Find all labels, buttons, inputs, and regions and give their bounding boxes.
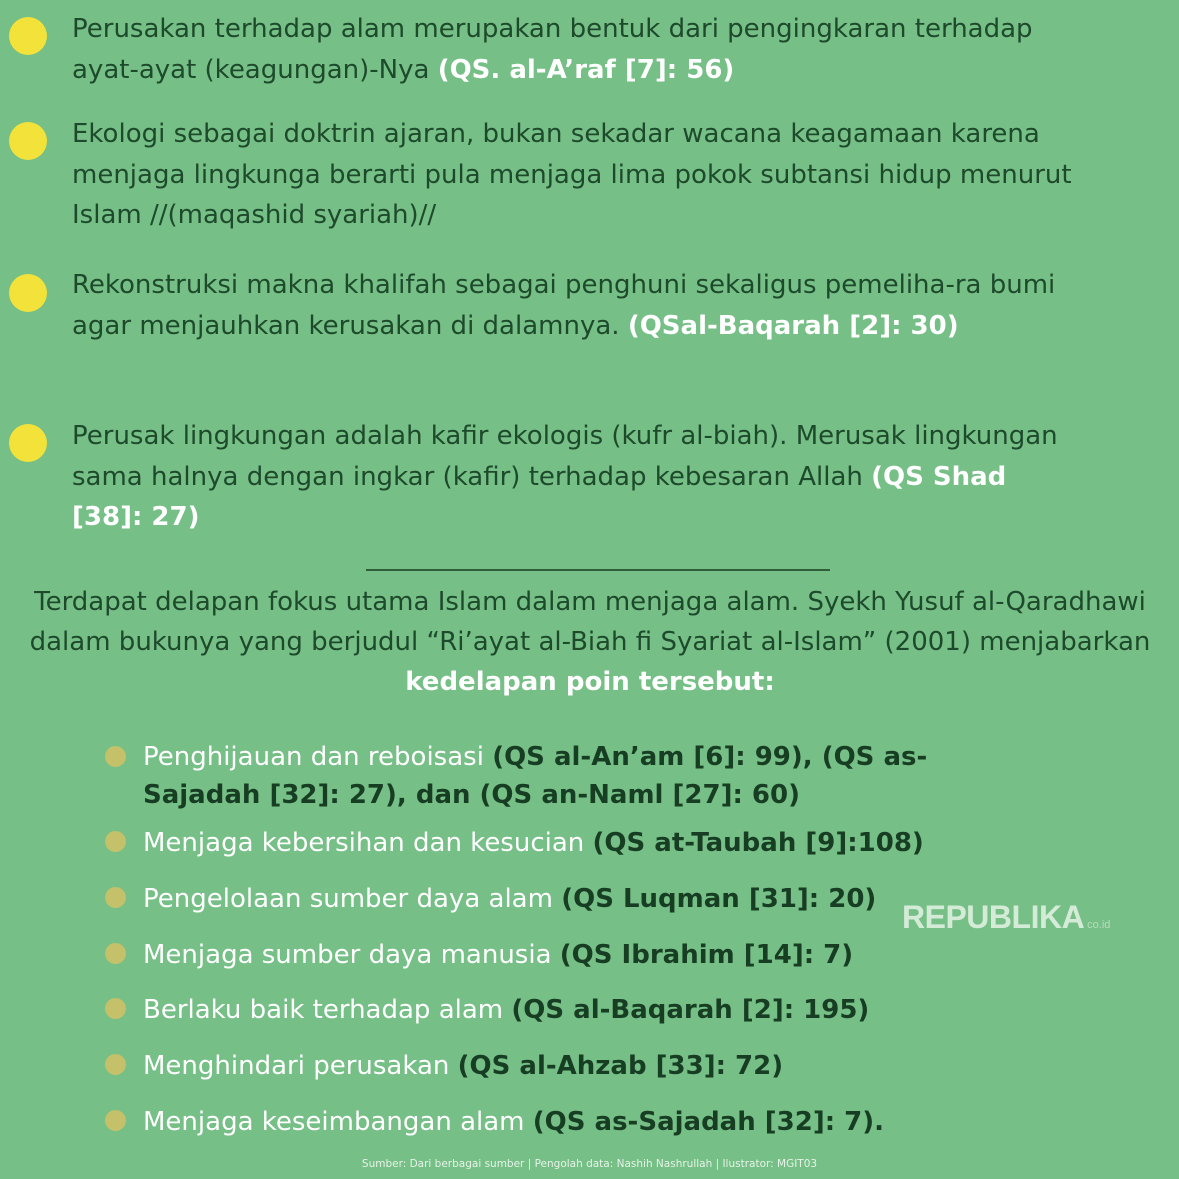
point-text: Berlaku baik terhadap alam [143,995,512,1025]
point-ref: (QS al-Baqarah [2]: 195) [511,995,870,1025]
intro-text: Terdapat delapan fokus utama Islam dalam menjaga alam. Syekh Yusuf al-Qaradhawi dalam bukunya yang berjudul “Ri’ayat al-Biah fi Syariat al-Islam” (2001) menjabarkan [29,587,1151,657]
top-item-text: Ekologi sebagai doktrin ajaran, bukan sekadar wacana keagamaan karena menjaga lingkunga berarti pula menjaga lima pokok subtansi hidup menurut Islam //(maqashid syariah)// [72,119,1072,230]
point-item [143,1047,1043,1085]
point-text: Menjaga kebersihan dan kesucian [143,828,593,858]
dot-bullet-icon [9,122,47,160]
logo-name: REPUBLIKA [902,899,1085,935]
republika-logo [902,899,1110,936]
point-ref: (QS as-Sajadah [32]: 7). [532,1107,885,1137]
top-item-ref: (QS Shad [38]: 27) [72,461,1007,532]
top-item-text: Rekonstruksi makna khalifah sebagai penghuni sekaligus pemeliha-ra bumi agar menjauhkan kerusakan di dalamnya. [72,270,1056,341]
dot-bullet-icon [9,17,47,55]
point-text: Menjaga keseimbangan alam [143,1107,533,1137]
top-item-1 [72,9,1082,90]
dot-bullet-icon [105,943,126,964]
dot-bullet-icon [105,998,126,1019]
top-item-ref: (QSal-Baqarah [2]: 30) [627,310,959,341]
intro-highlight: kedelapan poin tersebut: [405,667,775,697]
point-item [143,991,1043,1029]
intro-paragraph [15,582,1165,702]
point-item [143,738,1043,814]
dot-bullet-icon [9,424,47,462]
point-ref: (QS at-Taubah [9]:108) [592,828,924,858]
point-item [143,936,1043,974]
logo-suffix: co.id [1087,919,1111,931]
point-text: Pengelolaan sumber daya alam [143,884,562,914]
point-text: Menjaga sumber daya manusia [143,940,560,970]
top-item-ref: (QS. al-A’raf [7]: 56) [437,54,735,85]
dot-bullet-icon [105,1110,126,1131]
point-ref: (QS Luqman [31]: 20) [561,884,877,914]
top-item-text: Perusakan terhadap alam merupakan bentuk dari pengingkaran terhadap ayat-ayat (keagungan)-Nya [72,14,1033,85]
dot-bullet-icon [105,746,126,767]
top-item-text: Perusak lingkungan adalah kafir ekologis (kufr al-biah). Merusak lingkungan sama halnya dengan ingkar (kafir) terhadap kebesaran Allah [72,421,1058,492]
point-text: Penghijauan dan reboisasi [143,742,493,772]
point-text: Menghindari perusakan [143,1051,458,1081]
top-item-3 [72,265,1082,346]
dot-bullet-icon [9,274,47,312]
point-item [143,824,1043,862]
point-item [143,1103,1043,1141]
point-ref: (QS al-An’am [6]: 99), (QS as-Sajadah [32]: 27), dan (QS an-Naml [27]: 60) [143,742,928,810]
point-ref: (QS Ibrahim [14]: 7) [559,940,854,970]
credits-line: Sumber: Dari berbagai sumber | Pengolah data: Nashih Nashrullah | Ilustrator: MGIT03 [361,1158,818,1170]
section-divider [366,569,830,571]
top-item-4 [72,416,1082,538]
point-ref: (QS al-Ahzab [33]: 72) [457,1051,784,1081]
top-item-2 [72,114,1082,236]
dot-bullet-icon [105,831,126,852]
dot-bullet-icon [105,887,126,908]
dot-bullet-icon [105,1054,126,1075]
